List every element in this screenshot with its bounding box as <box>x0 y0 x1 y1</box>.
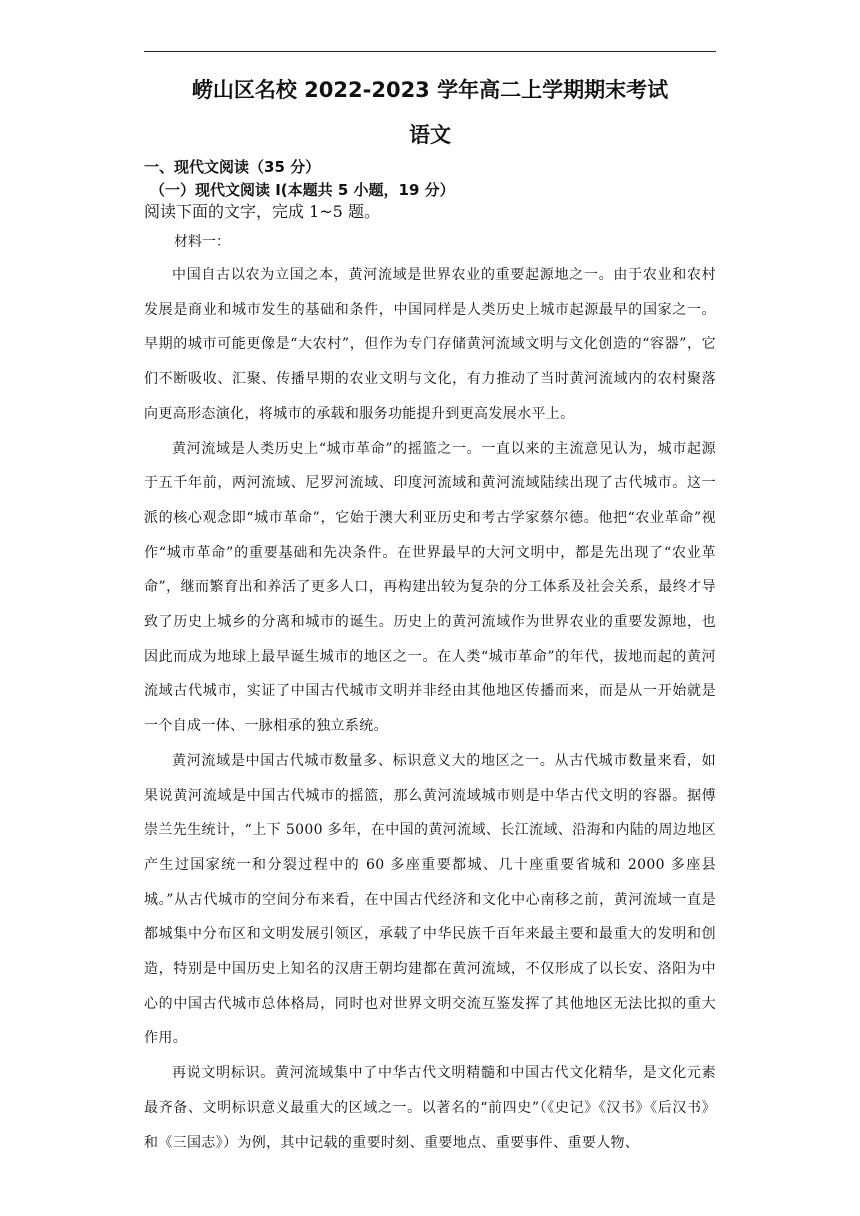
subsection-heading: （一）现代文阅读 I(本题共 5 小题，19 分） <box>150 181 455 199</box>
subject-title: 语文 <box>409 123 451 147</box>
passage-paragraph: 中国自古以农为立国之本，黄河流域是世界农业的重要起源地之一。由于农业和农村发展是商业和城市发生的基础和条件，中国同样是人类历史上城市起源最早的国家之一。早期的城市可能更像是“大农村”，但作为专门存储黄河流域文明与文化创造的“容器”，它们不断吸收、汇聚、传播早期的农业文明与文化，有力推动了当时黄河流域内的农村聚落向更高形态演化，将城市的承载和服务功能提升到更高发展水平上。 <box>144 267 716 422</box>
exam-title: 崂山区名校 2022-2023 学年高二上学期期末考试 <box>191 78 669 102</box>
passage-paragraph: 再说文明标识。黄河流域集中了中华古代文明精髓和中国古代文化精华，是文化元素最齐备、文明标识意义最重大的区域之一。以著名的“前四史”（《史记》《汉书》《后汉书》和《三国志》）为例，其中记载的重要时刻、重要地点、重要事件、重要人物、 <box>144 1065 716 1151</box>
reading-passage <box>144 258 716 1160</box>
header-rule <box>144 51 716 52</box>
material-label: 材料一： <box>174 234 230 250</box>
section-heading: 一、现代文阅读（35 分） <box>144 158 321 176</box>
passage-paragraph: 黄河流域是中国古代城市数量多、标识意义大的地区之一。从古代城市数量来看，如果说黄河流域是中国古代城市的摇篮，那么黄河流域城市则是中华古代文明的容器。据傅崇兰先生统计，“上下 5000 多年，在中国的黄河流域、长江流域、沿海和内陆的周边地区产生过国家统一和分裂过程中的 60 多座重要都城、几十座重要省城和 2000 多座县城。”从古代城市的空间分布来看，在中国古代经济和文化中心南移之前，黄河流域一直是都城集中分布区和文明发展引领区，承载了中华民族千百年来最主要和最重大的发明和创造，特别是中国历史上知名的汉唐王朝均建都在黄河流域，不仅形成了以长安、洛阳为中心的中国古代城市总体格局，同时也对世界文明交流互鉴发挥了其他地区无法比拟的重大作用。 <box>144 752 716 1047</box>
reading-instruction: 阅读下面的文字，完成 1~5 题。 <box>144 202 380 221</box>
passage-paragraph: 黄河流域是人类历史上“城市革命”的摇篮之一。一直以来的主流意见认为，城市起源于五千年前，两河流域、尼罗河流域、印度河流域和黄河流域陆续出现了古代城市。这一派的核心观念即“城市革命”，它始于澳大利亚历史和考古学家蔡尔德。他把“农业革命”视作“城市革命”的重要基础和先决条件。在世界最早的大河文明中，都是先出现了“农业革命”，继而繁育出和养活了更多人口，再构建出较为复杂的分工体系及社会关系，最终才导致了历史上城乡的分离和城市的诞生。历史上的黄河流域作为世界农业的重要发源地，也因此而成为地球上最早诞生城市的地区之一。在人类“城市革命”的年代，拔地而起的黄河流域古代城市，实证了中国古代城市文明并非经由其他地区传播而来，而是从一开始就是一个自成一体、一脉相承的独立系统。 <box>144 440 716 735</box>
